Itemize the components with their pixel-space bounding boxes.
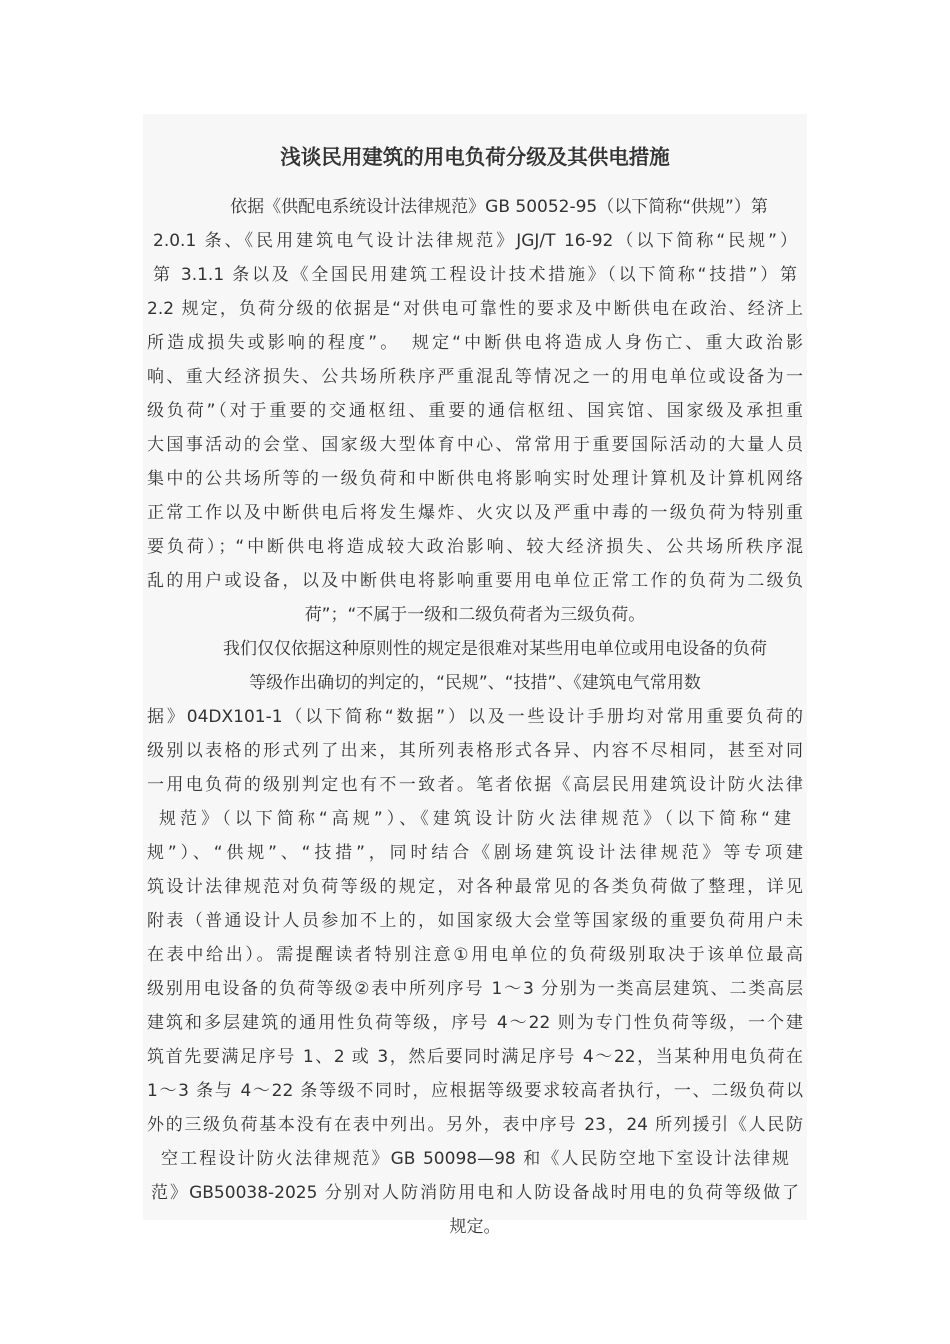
paragraph-line: 一用电负荷的级别判定也有不一致者。笔者依据《高层民用建筑设计防火法律 <box>147 775 803 795</box>
paragraph-line: 集中的公共场所等的一级负荷和中断供电将影响实时处理计算机及计算机网络 <box>147 469 803 489</box>
paragraph-line: 荷”；“不属于一级和二级负荷者为三级负荷。 <box>304 605 646 625</box>
paragraph-line: 2.2 规定，负荷分级的依据是“对供电可靠性的要求及中断供电在政治、经济上 <box>147 299 803 319</box>
paragraph-line: 筑设计法律规范对负荷等级的规定，对各种最常见的各类负荷做了整理，详见 <box>147 877 803 897</box>
paragraph-line: 级负荷”（对于重要的交通枢纽、重要的通信枢纽、国宾馆、国家级及承担重 <box>147 401 803 421</box>
paragraph-line: 规范》（以下简称“高规”）、《建筑设计防火法律规范》（以下简称“建 <box>159 809 791 829</box>
paragraph-line: 乱的用户或设备，以及中断供电将影响重要用电单位正常工作的负荷为二级负 <box>147 571 803 591</box>
paragraph-line: 附表（普通设计人员参加不上的，如国家级大会堂等国家级的重要负荷用户未 <box>147 911 803 931</box>
paragraph-line: 建筑和多层建筑的通用性负荷等级，序号 4～22 则为专门性负荷等级，一个建 <box>147 1013 803 1033</box>
paragraph-line: 1～3 条与 4～22 条等级不同时，应根据等级要求较高者执行，一、二级负荷以 <box>147 1081 803 1101</box>
document-title: 浅谈民用建筑的用电负荷分级及其供电措施 <box>280 145 670 169</box>
paragraph-line: 空工程设计防火法律规范》GB 50098—98 和《人民防空地下室设计法律规 <box>161 1149 789 1169</box>
paragraph-line: 据》04DX101-1（以下简称“数据”）以及一些设计手册均对常用重要负荷的 <box>147 707 803 727</box>
paragraph-line: 级别用电设备的负荷等级②表中所列序号 1～3 分别为一类高层建筑、二类高层 <box>147 979 803 999</box>
paragraph-line: 筑首先要满足序号 1、2 或 3，然后要同时满足序号 4～22，当某种用电负荷在 <box>147 1047 803 1067</box>
paragraph-line: 规定。 <box>449 1217 501 1237</box>
paragraph-line: 在表中给出）。需提醒读者特别注意①用电单位的负荷级别取决于该单位最高 <box>147 945 803 965</box>
paragraph-line: 外的三级负荷基本没有在表中列出。另外，表中序号 23，24 所列援引《人民防 <box>147 1115 803 1135</box>
paragraph-line: 所造成损失或影响的程度”。 规定“中断供电将造成人身伤亡、重大政治影 <box>147 333 803 353</box>
paragraph-line: 级别以表格的形式列了出来，其所列表格形式各异、内容不尽相同，甚至对同 <box>147 741 803 761</box>
paragraph-line: 规”）、“供规”、“技措”，同时结合《剧场建筑设计法律规范》等专项建 <box>147 843 803 863</box>
paragraph-line: 我们仅仅依据这种原则性的规定是很难对某些用电单位或用电设备的负荷 <box>223 639 767 659</box>
paragraph-line: 响、重大经济损失、公共场所秩序严重混乱等情况之一的用电单位或设备为一 <box>147 367 803 387</box>
paragraph-line: 正常工作以及中断供电后将发生爆炸、火灾以及严重中毒的一级负荷为特别重 <box>147 503 803 523</box>
paragraph-line: 第 3.1.1 条以及《全国民用建筑工程设计技术措施》（以下简称“技措”）第 <box>153 265 797 285</box>
paragraph-line: 大国事活动的会堂、国家级大型体育中心、常常用于重要国际活动的大量人员 <box>147 435 803 455</box>
paragraph-line: 要负荷）；“中断供电将造成较大政治影响、较大经济损失、公共场所秩序混 <box>147 537 803 557</box>
paragraph-line: 依据《供配电系统设计法律规范》GB 50052-95（以下简称“供规”）第 <box>230 197 768 217</box>
paragraph-line: 范》GB50038-2025 分别对人防消防用电和人防设备战时用电的负荷等级做了 <box>151 1183 799 1203</box>
paragraph-line: 等级作出确切的判定的，“民规”、“技措”、《建筑电气常用数 <box>249 673 701 693</box>
paragraph-line: 2.0.1 条、《民用建筑电气设计法律规范》JGJ/T 16-92（以下简称“民规”） <box>153 231 797 251</box>
